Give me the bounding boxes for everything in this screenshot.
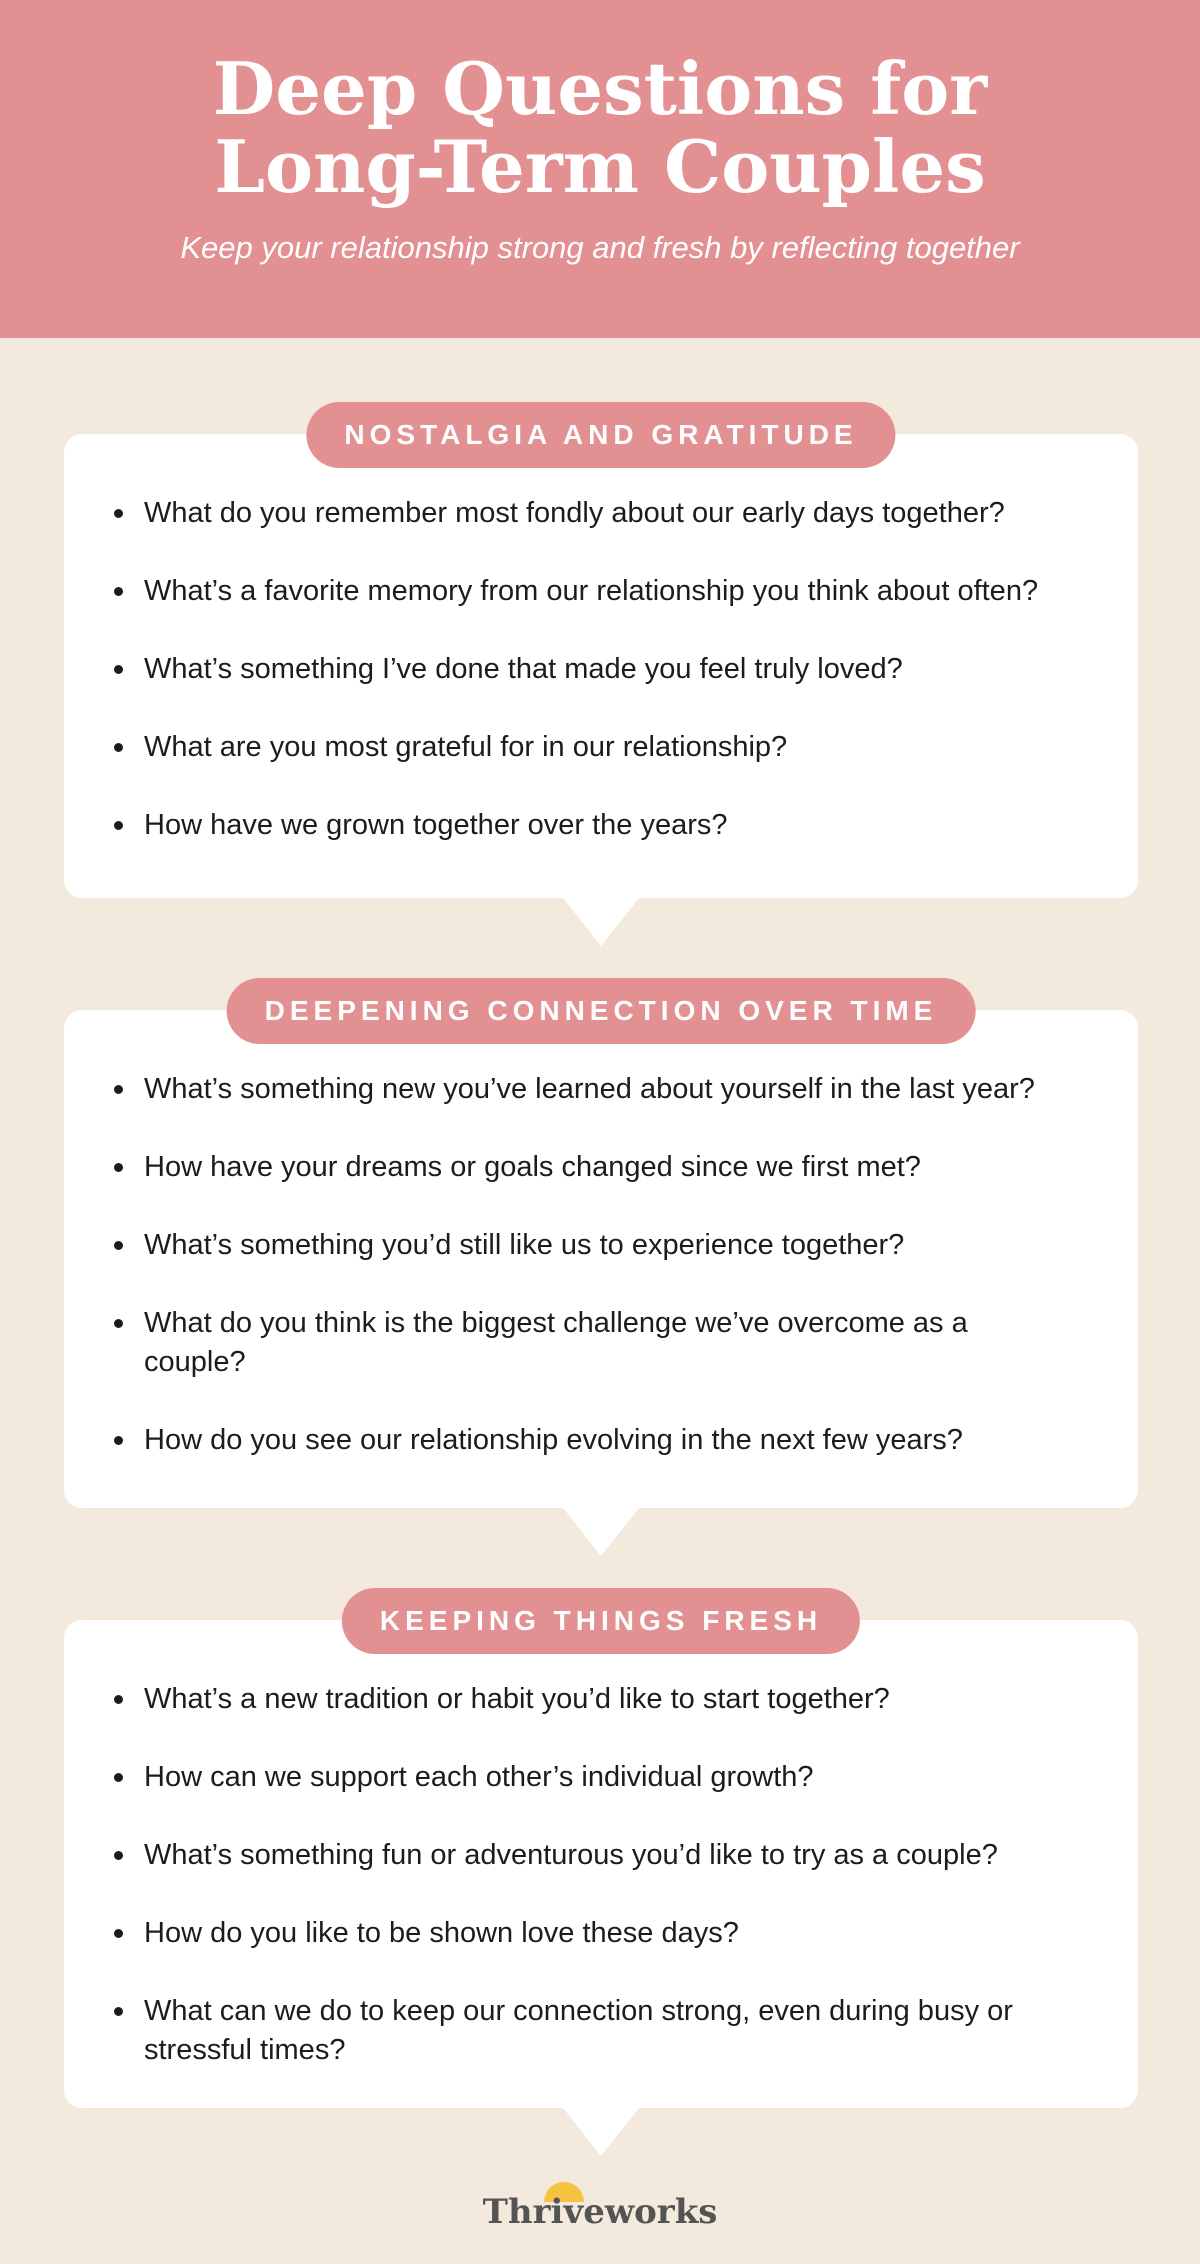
title-line-2: Long-Term Couples — [214, 124, 986, 209]
question-item: How have we grown together over the years? — [144, 806, 1104, 845]
question-item: How do you see our relationship evolving in the next few years? — [144, 1421, 1104, 1460]
header-banner — [0, 0, 1200, 338]
question-item: What do you think is the biggest challenge we’ve overcome as a couple? — [144, 1304, 1004, 1382]
question-item: What can we do to keep our connection strong, even during busy or stressful times? — [144, 1992, 1064, 2070]
section-heading-nostalgia: NOSTALGIA AND GRATITUDE — [306, 402, 895, 468]
question-item: How can we support each other’s individual growth? — [144, 1758, 1104, 1797]
question-item: What’s something you’d still like us to experience together? — [144, 1226, 1104, 1265]
question-item: How do you like to be shown love these days? — [144, 1914, 1104, 1953]
question-item: What’s a new tradition or habit you’d like to start together? — [144, 1680, 1104, 1719]
section-heading-fresh: KEEPING THINGS FRESH — [342, 1588, 860, 1654]
page-title — [0, 46, 1200, 209]
question-item: What do you remember most fondly about our early days together? — [144, 494, 1104, 533]
page-subtitle: Keep your relationship strong and fresh by reflecting together — [180, 230, 1020, 265]
thriveworks-logo[interactable] — [0, 2170, 1200, 2240]
question-item: What’s something I’ve done that made you feel truly loved? — [144, 650, 1104, 689]
section-card-connection — [64, 995, 1138, 1508]
question-item: What’s something new you’ve learned about yourself in the last year? — [144, 1070, 1104, 1109]
question-item: What’s something fun or adventurous you’d like to try as a couple? — [144, 1836, 1104, 1875]
section-heading-connection: DEEPENING CONNECTION OVER TIME — [227, 978, 976, 1044]
logo-wordmark: Thriveworks — [482, 2192, 718, 2232]
title-line-1: Deep Questions for — [212, 46, 988, 131]
question-item: What are you most grateful for in our relationship? — [144, 728, 1104, 767]
question-item: How have your dreams or goals changed since we first met? — [144, 1148, 1104, 1187]
section-card-fresh — [64, 1605, 1138, 2108]
section-card-nostalgia — [64, 419, 1138, 898]
question-item: What’s a favorite memory from our relationship you think about often? — [144, 572, 1104, 611]
